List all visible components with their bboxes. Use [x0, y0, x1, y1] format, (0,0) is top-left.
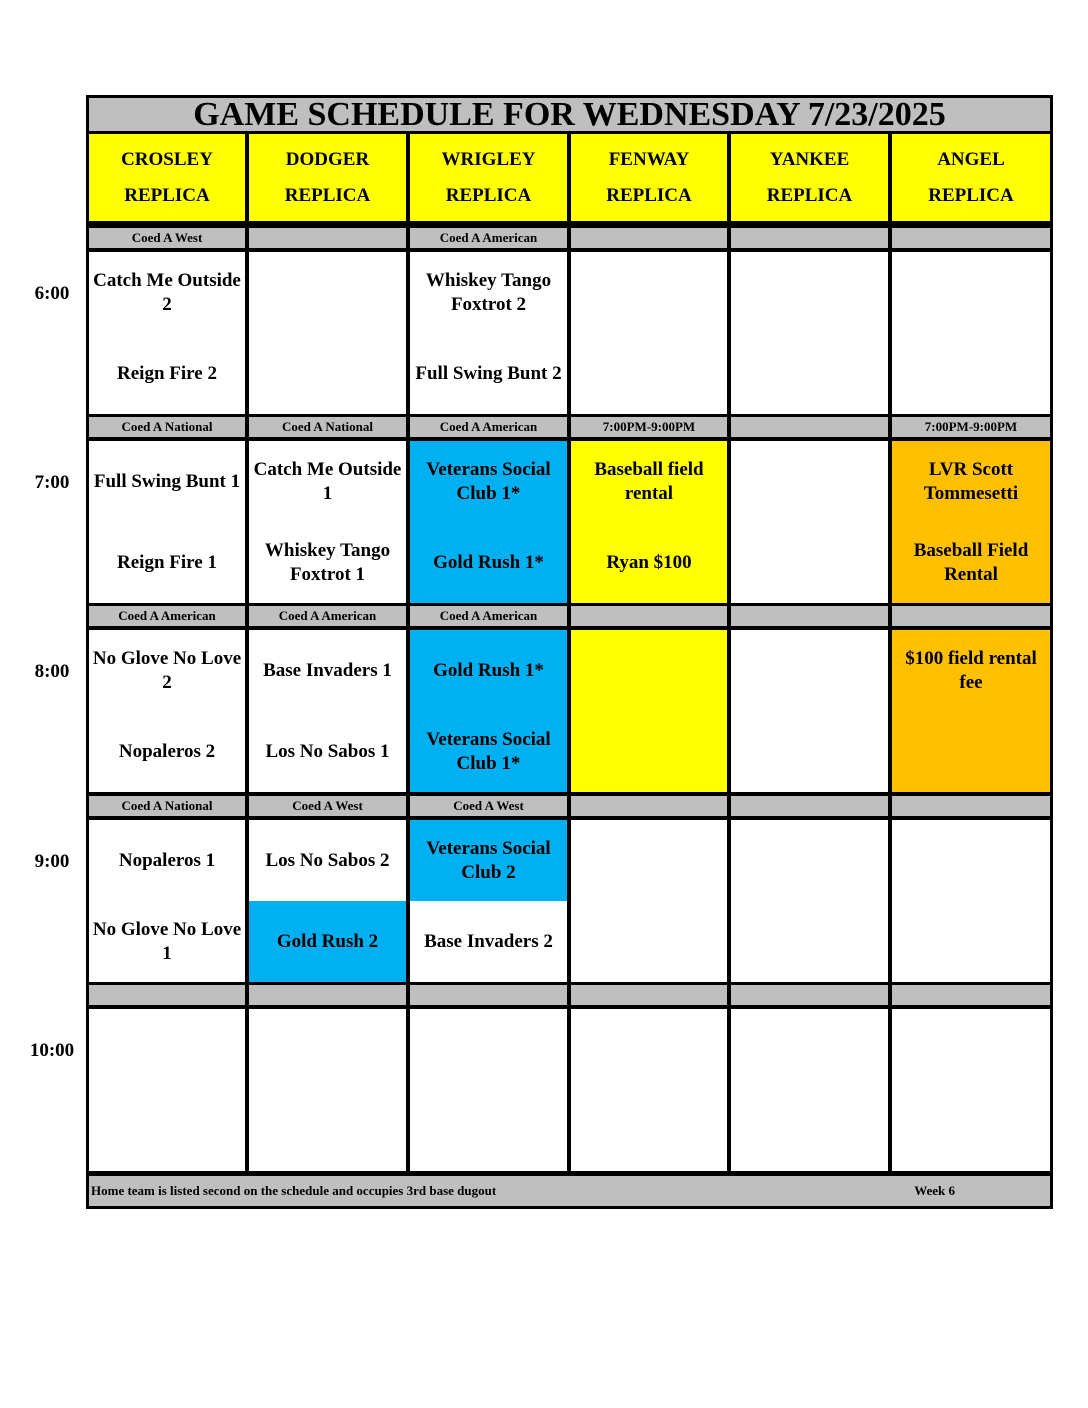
schedule-table	[86, 95, 1053, 1209]
division-label: Coed A National	[89, 796, 245, 816]
team-home	[731, 1090, 888, 1171]
team-home	[731, 711, 888, 792]
team-home	[731, 333, 888, 414]
division-label	[892, 606, 1050, 626]
team-away: Baseball field rental	[571, 441, 727, 522]
time-label: 7:00	[34, 472, 70, 493]
field-sub: REPLICA	[124, 184, 210, 206]
division-label	[731, 796, 888, 816]
week-label: Week 6	[914, 1183, 955, 1198]
division-label: 7:00PM-9:00PM	[571, 417, 727, 437]
team-home: Base Invaders 2	[410, 901, 567, 982]
division-label: Coed A American	[410, 228, 567, 248]
team-away	[571, 630, 727, 711]
team-away	[731, 630, 888, 711]
footer-note: Home team is listed second on the schedule and occupies 3rd base dugout	[91, 1183, 497, 1198]
team-home	[89, 1090, 245, 1171]
team-home	[571, 901, 727, 982]
team-home: Veterans Social Club 1*	[410, 711, 567, 792]
team-away	[249, 1009, 406, 1090]
division-label: Coed A American	[89, 606, 245, 626]
division-label	[731, 228, 888, 248]
team-away	[89, 1009, 245, 1090]
team-home	[571, 1090, 727, 1171]
field-header-yankee	[731, 134, 888, 221]
field-name: FENWAY	[608, 148, 690, 170]
team-home	[892, 711, 1050, 792]
field-sub: REPLICA	[766, 184, 853, 206]
team-home: Reign Fire 1	[89, 522, 245, 603]
team-home: Gold Rush 2	[249, 901, 406, 982]
division-label	[571, 796, 727, 816]
team-away	[571, 1009, 727, 1090]
division-label	[892, 796, 1050, 816]
division-label	[892, 228, 1050, 248]
field-name: DODGER	[285, 148, 370, 170]
division-label	[731, 606, 888, 626]
division-label: Coed A West	[89, 228, 245, 248]
team-home	[571, 333, 727, 414]
team-home: Full Swing Bunt 2	[410, 333, 567, 414]
team-away	[571, 820, 727, 901]
team-away: Gold Rush 1*	[410, 630, 567, 711]
team-home: Nopaleros 2	[89, 711, 245, 792]
team-home: Reign Fire 2	[89, 333, 245, 414]
field-sub: REPLICA	[606, 184, 692, 206]
team-away: Los No Sabos 2	[249, 820, 406, 901]
field-header-wrigley	[410, 134, 567, 221]
field-sub: REPLICA	[284, 184, 371, 206]
time-label: 10:00	[29, 1040, 75, 1061]
division-label: Coed A West	[410, 796, 567, 816]
time-label: 9:00	[34, 851, 70, 872]
team-away: Catch Me Outside 2	[89, 252, 245, 333]
team-away: No Glove No Love 2	[89, 630, 245, 711]
field-name: WRIGLEY	[441, 148, 536, 170]
time-label: 8:00	[34, 661, 70, 682]
team-away: Full Swing Bunt 1	[89, 441, 245, 522]
division-label	[249, 228, 406, 248]
field-name: CROSLEY	[121, 148, 213, 170]
page-title: GAME SCHEDULE FOR WEDNESDAY 7/23/2025	[89, 98, 1050, 131]
team-away	[892, 252, 1050, 333]
team-away: Veterans Social Club 1*	[410, 441, 567, 522]
field-header-fenway	[571, 134, 727, 221]
division-label: Coed A American	[410, 606, 567, 626]
division-label	[571, 606, 727, 626]
division-label: Coed A West	[249, 796, 406, 816]
team-away	[731, 1009, 888, 1090]
team-home: Gold Rush 1*	[410, 522, 567, 603]
team-away: Nopaleros 1	[89, 820, 245, 901]
time-label: 6:00	[34, 283, 70, 304]
division-label	[410, 985, 567, 1005]
team-home: Baseball Field Rental	[892, 522, 1050, 603]
team-home	[249, 1090, 406, 1171]
field-header-crosley	[89, 134, 245, 221]
team-home: Whiskey Tango Foxtrot 1	[249, 522, 406, 603]
team-away: Veterans Social Club 2	[410, 820, 567, 901]
team-home	[731, 522, 888, 603]
division-label: Coed A National	[89, 417, 245, 437]
division-label: Coed A American	[410, 417, 567, 437]
team-away	[731, 252, 888, 333]
team-away	[249, 252, 406, 333]
footer-band	[89, 1176, 1050, 1206]
team-away: $100 field rental fee	[892, 630, 1050, 711]
division-label	[731, 417, 888, 437]
division-label: Coed A National	[249, 417, 406, 437]
field-sub: REPLICA	[445, 184, 532, 206]
division-label	[892, 985, 1050, 1005]
team-home	[892, 901, 1050, 982]
field-header-dodger	[249, 134, 406, 221]
team-away: Base Invaders 1	[249, 630, 406, 711]
team-home	[571, 711, 727, 792]
team-away: Whiskey Tango Foxtrot 2	[410, 252, 567, 333]
team-away	[731, 820, 888, 901]
field-name: ANGEL	[937, 148, 1005, 170]
team-home	[731, 901, 888, 982]
team-home	[892, 1090, 1050, 1171]
team-home: Ryan $100	[571, 522, 727, 603]
division-label	[249, 985, 406, 1005]
team-away	[892, 1009, 1050, 1090]
team-away	[731, 441, 888, 522]
team-away	[571, 252, 727, 333]
team-home: Los No Sabos 1	[249, 711, 406, 792]
division-label	[89, 985, 245, 1005]
team-home: No Glove No Love 1	[89, 901, 245, 982]
team-away: LVR Scott Tommesetti	[892, 441, 1050, 522]
field-header-angel	[892, 134, 1050, 221]
division-label: 7:00PM-9:00PM	[892, 417, 1050, 437]
field-sub: REPLICA	[928, 184, 1014, 206]
team-home	[410, 1090, 567, 1171]
division-label	[571, 985, 727, 1005]
division-label	[571, 228, 727, 248]
team-away	[892, 820, 1050, 901]
team-home	[249, 333, 406, 414]
division-label: Coed A American	[249, 606, 406, 626]
team-home	[892, 333, 1050, 414]
field-name: YANKEE	[769, 148, 850, 170]
team-away	[410, 1009, 567, 1090]
division-label	[731, 985, 888, 1005]
team-away: Catch Me Outside 1	[249, 441, 406, 522]
